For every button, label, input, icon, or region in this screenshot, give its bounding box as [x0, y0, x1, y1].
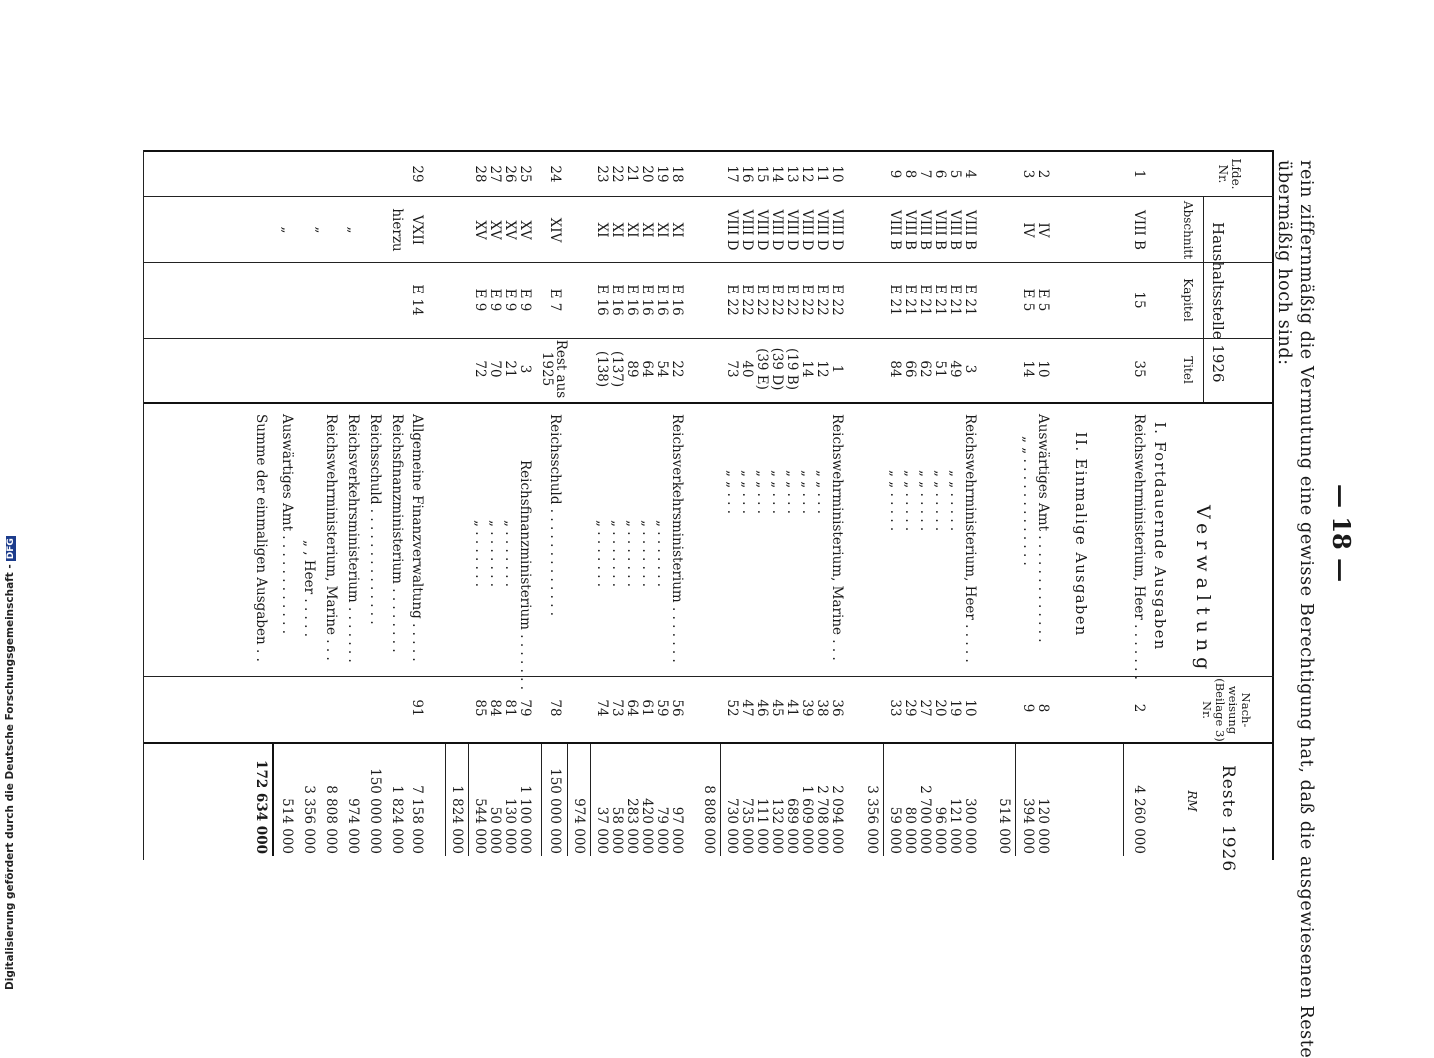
cell-rest: 96 000: [932, 806, 948, 854]
cell-rest: 300 000: [962, 798, 978, 854]
cell-verwaltung: „ . . . . . . .: [472, 520, 488, 588]
cell-abschnitt: XI: [609, 222, 625, 238]
col-rule-2: [144, 262, 1274, 263]
cell-nachweisung: 64: [624, 699, 640, 717]
cell-nachweisung: 52: [724, 699, 740, 717]
cell-rest: 4 260 000: [1131, 785, 1147, 854]
cell-nachweisung: 2: [1131, 703, 1147, 713]
cell-lfd: 8: [902, 169, 918, 179]
cell-abschnitt: XI: [669, 222, 685, 238]
cell-kapitel: E 9: [472, 288, 488, 312]
credit-text: Digitalisierung gefördert durch die Deutsche Forschungsgemeinschaft -: [4, 564, 16, 990]
cell-lfd: 5: [947, 169, 963, 179]
summary-label: Reichswehrministerium, Marine . . .: [323, 414, 339, 661]
cell-verwaltung: „ „ . . .: [799, 470, 815, 515]
cell-kapitel: E 21: [917, 284, 933, 316]
table-header-rule: [143, 150, 144, 860]
cell-lfd: 22: [609, 165, 625, 183]
total-label: Summe der einmaligen Ausgaben . .: [253, 414, 269, 662]
cell-abschnitt: IV: [1020, 222, 1036, 238]
col-rule-1: [144, 196, 1274, 197]
cell-kapitel: E 22: [784, 284, 800, 316]
cell-titel: 49: [947, 360, 963, 378]
cell-rest: 59 000: [887, 806, 903, 854]
cell-kapitel: E 21: [932, 284, 948, 316]
cell-kapitel: E 16: [594, 284, 610, 316]
cell-nachweisung: 73: [609, 699, 625, 717]
cell-kapitel: E 21: [887, 284, 903, 316]
cell-abschnitt: VIII B: [932, 210, 948, 250]
rule-subtotal-3: [720, 744, 721, 856]
summary-label: Reichsverkehrsministerium . . . . . . .: [345, 414, 361, 663]
cell-kapitel: E 9: [502, 288, 518, 312]
ditto-mark: „: [345, 226, 361, 234]
cell-titel: 54: [654, 360, 670, 378]
cell-rest: 58 000: [609, 806, 625, 854]
summary-label: Reichsfinanzministerium . . . . . . . .: [389, 414, 405, 653]
cell-abschnitt: IV: [1035, 222, 1051, 238]
cell-nachweisung: 84: [487, 699, 503, 717]
cell-abschnitt: XV: [502, 220, 518, 240]
cell-verwaltung: Reichsfinanzministerium . . . . . . .: [517, 460, 533, 691]
cell-nachweisung: 39: [799, 699, 815, 717]
cell-titel: (138): [594, 350, 610, 388]
cell-kapitel: E 22: [739, 284, 755, 316]
cell-titel: 64: [639, 360, 655, 378]
cell-lfd: 27: [487, 165, 503, 183]
cell-verwaltung: Reichswehrministerium, Heer . . . . .: [962, 414, 978, 663]
header-kapitel: Kapitel: [1181, 278, 1195, 322]
header-nachweisung: Nach- weisung (Beilage 3) Nr.: [1200, 678, 1253, 742]
cell-nachweisung: 85: [472, 699, 488, 717]
cell-lfd: 12: [799, 165, 815, 183]
cell-lfd: 26: [502, 165, 518, 183]
cell-rest: 735 000: [739, 798, 755, 854]
cell-nachweisung: 8: [1035, 703, 1051, 713]
cell-kapitel: E 16: [669, 284, 685, 316]
cell-abschnitt: XIV: [547, 217, 563, 243]
cell-rest: 111 000: [754, 798, 770, 854]
cell-verwaltung: „ „ . . . . .: [947, 470, 963, 532]
cell-titel: (19 B): [784, 348, 800, 390]
cell-kapitel: E 9: [487, 288, 503, 312]
cell-titel: 14: [1020, 360, 1036, 378]
summary-value: 3 356 000: [301, 785, 317, 854]
cell-nachweisung: 41: [784, 699, 800, 717]
cell-abschnitt: XV: [517, 220, 533, 240]
cell-rest: 2 094 000: [829, 785, 845, 854]
cell-lfd: 28: [472, 165, 488, 183]
summary-label: Auswärtiges Amt . . . . . . . . . . . .: [279, 414, 295, 634]
col-rule-4: [144, 402, 1274, 404]
cell-rest: 50 000: [487, 806, 503, 854]
summary-label: Reichsschuld . . . . . . . . . . . . . .: [367, 414, 383, 625]
cell-abschnitt: VIII B: [917, 210, 933, 250]
cell-rest: 283 000: [624, 798, 640, 854]
cell-nachweisung: 78: [547, 699, 563, 717]
cell-rest: 394 000: [1020, 798, 1036, 854]
cell-kapitel: E 5: [1020, 288, 1036, 312]
summary-label: „ , Heer . . . . .: [301, 540, 317, 637]
ditto-mark: „: [279, 226, 295, 234]
cell-verwaltung: „ „ . . .: [814, 470, 830, 515]
cell-rest: 80 000: [902, 806, 918, 854]
rule-subtotal-5: [468, 744, 469, 856]
header-abschnitt: Abschnitt: [1181, 200, 1195, 260]
cell-verwaltung: „ . . . . . . .: [609, 520, 625, 588]
cell-verwaltung: „ „ . . .: [724, 470, 740, 515]
summary-value: 1 824 000: [389, 785, 405, 854]
cell-titel: (39 D): [769, 347, 785, 391]
cell-titel: 35: [1131, 360, 1147, 378]
cell-titel: 21: [502, 360, 518, 378]
rule-row-25: [541, 744, 542, 856]
cell-nachweisung: 91: [409, 699, 425, 717]
cell-verwaltung: „ „ . . . . . . . . . . . . .: [1020, 436, 1036, 566]
cell-nachweisung: 20: [932, 699, 948, 717]
cell-rest: 730 000: [724, 798, 740, 854]
cell-verwaltung: „ „ . . . . .: [902, 470, 918, 532]
cell-verwaltung: „ „ . . . . .: [887, 470, 903, 532]
cell-abschnitt: XI: [624, 222, 640, 238]
cell-abschnitt: XV: [472, 220, 488, 240]
cell-lfd: 1: [1131, 169, 1147, 179]
cell-verwaltung: „ . . . . . . .: [654, 520, 670, 588]
cell-abschnitt: VIII D: [739, 209, 755, 251]
col-rule-left: [144, 150, 1274, 152]
subtotal: 974 000: [571, 798, 587, 854]
col-rule-3: [144, 338, 1274, 339]
cell-titel: 1: [829, 364, 845, 374]
cell-nachweisung: 9: [1020, 703, 1036, 713]
summary-value: 974 000: [345, 798, 361, 854]
subtotal: 1 824 000: [449, 785, 465, 854]
cell-abschnitt: VIII D: [799, 209, 815, 251]
cell-nachweisung: 61: [639, 699, 655, 717]
cell-titel: 84: [887, 360, 903, 378]
cell-titel: (39 E): [754, 348, 770, 390]
cell-verwaltung: Allgemeine Finanzverwaltung . . . . .: [409, 414, 425, 662]
cell-titel: 72: [472, 360, 488, 378]
cell-rest: 2 700 000: [917, 785, 933, 854]
cell-titel: 22: [669, 360, 685, 378]
cell-abschnitt: VIII D: [754, 209, 770, 251]
haushalt-sub-rule: [1203, 196, 1204, 402]
dfg-logo: DFG: [6, 538, 16, 560]
cell-rest: 79 000: [654, 806, 670, 854]
rule-subtotal-2: [883, 744, 884, 856]
cell-nachweisung: 27: [917, 699, 933, 717]
cell-kapitel: E 21: [962, 284, 978, 316]
section-einmalige: II. Einmalige Ausgaben: [1072, 432, 1088, 637]
cell-verwaltung: „ „ . . .: [739, 470, 755, 515]
cell-abschnitt: VIII B: [1131, 210, 1147, 250]
cell-lfd: 4: [962, 169, 978, 179]
cell-kapitel: E 9: [517, 288, 533, 312]
cell-abschnitt: VIII D: [784, 209, 800, 251]
cell-titel: 89: [624, 360, 640, 378]
cell-lfd: 19: [654, 165, 670, 183]
cell-verwaltung: Reichsverkehrsministerium . . . . . . .: [669, 414, 685, 663]
cell-titel: 40: [739, 360, 755, 378]
cell-lfd: 25: [517, 165, 533, 183]
cell-verwaltung: „ „ . . .: [784, 470, 800, 515]
cell-nachweisung: 81: [502, 699, 518, 717]
cell-nachweisung: 46: [754, 699, 770, 717]
cell-nachweisung: 47: [739, 699, 755, 717]
header-currency: RM: [1185, 790, 1199, 812]
section-fortdauernde: I. Fortdauernde Ausgaben: [1151, 422, 1167, 651]
cell-titel: 73: [724, 360, 740, 378]
cell-lfd: 10: [829, 165, 845, 183]
cell-lfd: 24: [547, 165, 563, 183]
rule-row-1: [1123, 744, 1124, 856]
cell-verwaltung: „ . . . . . . .: [624, 520, 640, 588]
cell-verwaltung: Reichsschuld . . . . . . . . . . . . .: [547, 414, 563, 617]
cell-nachweisung: 36: [829, 699, 845, 717]
cell-titel: 62: [917, 360, 933, 378]
cell-nachweisung: 74: [594, 699, 610, 717]
cell-nachweisung: 45: [769, 699, 785, 717]
cell-kapitel: E 21: [947, 284, 963, 316]
subtotal: 3 356 000: [864, 785, 880, 854]
cell-nachweisung: 38: [814, 699, 830, 717]
cell-lfd: 20: [639, 165, 655, 183]
ditto-mark: „: [313, 226, 329, 234]
cell-lfd: 3: [1020, 169, 1036, 179]
cell-abschnitt: XV: [487, 220, 503, 240]
cell-lfd: 6: [932, 169, 948, 179]
cell-verwaltung: „ . . . . . . .: [502, 520, 518, 588]
cell-lfd: 18: [669, 165, 685, 183]
cell-lfd: 13: [784, 165, 800, 183]
rule-row-24: [567, 744, 568, 856]
header-reste: Reste 1926: [1218, 765, 1238, 873]
col-rule-5: [144, 676, 1274, 677]
header-titel: Titel: [1181, 356, 1195, 384]
cell-lfd: 21: [624, 165, 640, 183]
cell-verwaltung: Reichswehrministerium, Marine . . .: [829, 414, 845, 661]
cell-verwaltung: „ „ . . . . .: [917, 470, 933, 532]
subtotal: 514 000: [996, 798, 1012, 854]
table-top-rule: [1272, 150, 1274, 860]
rule-subtotal-1: [1015, 744, 1016, 856]
cell-verwaltung: „ „ . . .: [769, 470, 785, 515]
cell-titel: 70: [487, 360, 503, 378]
cell-kapitel: E 22: [799, 284, 815, 316]
cell-abschnitt: VIII D: [814, 209, 830, 251]
rule-total: [272, 744, 274, 856]
cell-rest: 150 000 000: [547, 768, 563, 854]
cell-rest: 120 000: [1035, 798, 1051, 854]
cell-lfd: 11: [814, 165, 830, 183]
cell-rest: 689 000: [784, 798, 800, 854]
intro-line-1: rein ziffernmäßig die Vermutung eine gewisse Berechtigung hat, daß die ausgewiesenen Reste: [1296, 160, 1316, 1058]
cell-verwaltung: „ „ . . .: [754, 470, 770, 515]
cell-rest: 420 000: [639, 798, 655, 854]
cell-abschnitt: VIII B: [947, 210, 963, 250]
cell-titel: 14: [799, 360, 815, 378]
subtotal: 8 808 000: [701, 785, 717, 854]
cell-nachweisung: 59: [654, 699, 670, 717]
cell-kapitel: E 14: [409, 284, 425, 316]
cell-titel: (137): [609, 350, 625, 388]
page-number: — 18 —: [1327, 484, 1356, 583]
cell-nachweisung: 29: [902, 699, 918, 717]
cell-kapitel: E 5: [1035, 288, 1051, 312]
cell-titel: 51: [932, 360, 948, 378]
cell-rest: 2 708 000: [814, 785, 830, 854]
cell-abschnitt: XI: [594, 222, 610, 238]
cell-lfd: 17: [724, 165, 740, 183]
cell-rest: 121 000: [947, 798, 963, 854]
cell-titel: 3: [962, 364, 978, 374]
cell-lfd: 29: [409, 165, 425, 183]
cell-titel: 66: [902, 360, 918, 378]
header-verwaltung: Verwaltung: [1192, 505, 1214, 676]
cell-abschnitt: VXII: [409, 214, 425, 246]
cell-verwaltung: „ . . . . . . .: [594, 520, 610, 588]
cell-kapitel: E 22: [829, 284, 845, 316]
cell-titel: 12: [814, 360, 830, 378]
cell-nachweisung: 10: [962, 699, 978, 717]
cell-lfd: 15: [754, 165, 770, 183]
cell-kapitel: E 22: [754, 284, 770, 316]
cell-verwaltung: „ „ . . . . .: [932, 470, 948, 532]
cell-titel: 10: [1035, 360, 1051, 378]
cell-lfd: 23: [594, 165, 610, 183]
cell-kapitel: E 21: [902, 284, 918, 316]
cell-nachweisung: 19: [947, 699, 963, 717]
cell-verwaltung: „ . . . . . . .: [487, 520, 503, 588]
cell-abschnitt: XI: [654, 222, 670, 238]
cell-abschnitt: VIII D: [829, 209, 845, 251]
summary-value: 8 808 000: [323, 785, 339, 854]
cell-rest: 130 000: [502, 798, 518, 854]
cell-kapitel: E 7: [547, 288, 563, 312]
cell-lfd: 16: [739, 165, 755, 183]
cell-kapitel: 15: [1131, 291, 1147, 309]
cell-rest: 1 100 000: [517, 785, 533, 854]
cell-kapitel: E 22: [769, 284, 785, 316]
cell-kapitel: E 22: [814, 284, 830, 316]
cell-nachweisung: 56: [669, 699, 685, 717]
summary-value: 514 000: [279, 798, 295, 854]
cell-titel: 3: [517, 364, 533, 374]
rule-row-29: [445, 744, 446, 856]
header-lfd: Lfde. Nr.: [1216, 158, 1243, 190]
hierzu-label: hierzu: [389, 208, 405, 252]
cell-rest: 97 000: [669, 806, 685, 854]
intro-line-2: übermäßig hoch sind:: [1274, 160, 1294, 366]
col-rule-6: [144, 742, 1274, 744]
cell-verwaltung: „ . . . . . . .: [639, 520, 655, 588]
cell-lfd: 14: [769, 165, 785, 183]
cell-lfd: 9: [887, 169, 903, 179]
digitization-credit: [4, 536, 16, 990]
cell-verwaltung: Reichswehrministerium, Heer . . . . . . .: [1131, 414, 1147, 680]
cell-abschnitt: VIII D: [769, 209, 785, 251]
cell-rest: 544 000: [472, 798, 488, 854]
cell-kapitel: E 16: [654, 284, 670, 316]
cell-kapitel: E 22: [724, 284, 740, 316]
cell-lfd: 2: [1035, 169, 1051, 179]
cell-verwaltung: Auswärtiges Amt . . . . . . . . . . . . .: [1035, 414, 1051, 643]
cell-kapitel: E 16: [609, 284, 625, 316]
cell-titel: Rest aus 1925: [539, 339, 569, 399]
total-value: 172 634 000: [253, 760, 269, 854]
rule-subtotal-4: [590, 744, 591, 856]
cell-lfd: 7: [917, 169, 933, 179]
cell-abschnitt: VIII B: [902, 210, 918, 250]
header-haushaltsstelle: Haushaltsstelle 1926: [1209, 222, 1227, 383]
cell-rest: 7 158 000: [409, 785, 425, 854]
cell-rest: 37 000: [594, 806, 610, 854]
cell-abschnitt: VIII D: [724, 209, 740, 251]
cell-abschnitt: XI: [639, 222, 655, 238]
cell-kapitel: E 16: [624, 284, 640, 316]
cell-rest: 1 609 000: [799, 785, 815, 854]
cell-nachweisung: 33: [887, 699, 903, 717]
cell-nachweisung: 79: [517, 699, 533, 717]
cell-abschnitt: VIII B: [962, 210, 978, 250]
cell-abschnitt: VIII B: [887, 210, 903, 250]
cell-rest: 132 000: [769, 798, 785, 854]
cell-kapitel: E 16: [639, 284, 655, 316]
summary-value: 150 000 000: [367, 768, 383, 854]
